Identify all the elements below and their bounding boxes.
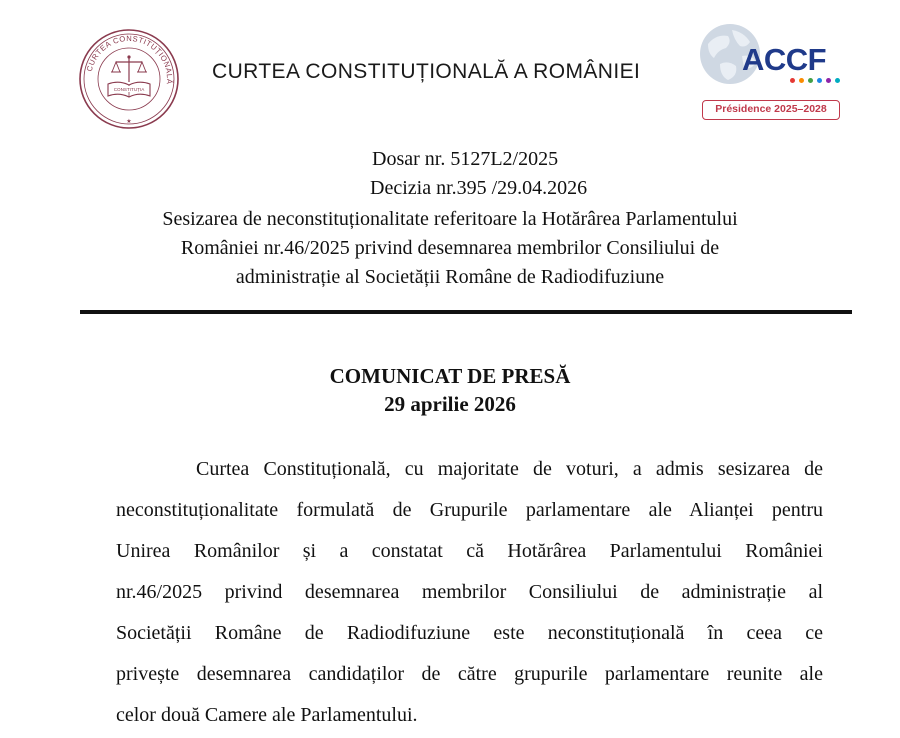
subject-line: României nr.46/2025 privind desemnarea membrilor Consiliului de (180, 237, 720, 259)
accf-dot (808, 78, 813, 83)
body-line: privește desemnarea candidaților de către grupurile parlamentare reunite ale (116, 663, 823, 685)
court-name: CURTEA CONSTITUȚIONALĂ A ROMÂNIEI (212, 60, 641, 83)
accf-dot (817, 78, 822, 83)
accf-dot (799, 78, 804, 83)
decision-number: Decizia nr.395 /29.04.2026 (370, 177, 588, 199)
press-release-date: 29 aprilie 2026 (384, 392, 516, 416)
accf-dot (790, 78, 795, 83)
body-line: Unirea Românilor și a constatat că Hotărârea Parlamentului României (116, 540, 823, 562)
accf-wordmark: ACCF (742, 42, 827, 77)
accf-logo (698, 20, 848, 124)
svg-text:CONSTITUȚIA: CONSTITUȚIA (113, 87, 145, 92)
svg-text:★: ★ (126, 118, 132, 125)
accf-dot (835, 78, 840, 83)
body-line: Curtea Constituțională, cu majoritate de voturi, a admis sesizarea de (196, 458, 823, 480)
horizontal-rule (80, 310, 852, 314)
body-line: nr.46/2025 privind desemnarea membrilor Consiliului de administrație al (116, 581, 823, 603)
accf-dot (826, 78, 831, 83)
svg-text:CURTEA CONSTITUȚIONALĂ: CURTEA CONSTITUȚIONALĂ (84, 33, 175, 85)
presidence-badge: Présidence 2025–2028 (702, 100, 840, 120)
accf-dots (790, 78, 840, 83)
body-line: Societății Române de Radiodifuziune este neconstituțională în ceea ce (116, 622, 823, 644)
subject (100, 205, 800, 292)
subject-line: administrație al Societății Române de Radiodifuziune (235, 266, 665, 288)
court-seal-icon (78, 28, 180, 130)
dosar-number: Dosar nr. 5127L2/2025 (372, 148, 559, 170)
body-line: celor două Camere ale Parlamentului. (116, 704, 418, 726)
press-release-title: COMUNICAT DE PRESĂ (329, 364, 571, 388)
body-line: neconstituționalitate formulată de Grupurile parlamentare ale Alianței pentru (116, 499, 823, 521)
subject-line: Sesizarea de neconstituționalitate referitoare la Hotărârea Parlamentului (162, 208, 738, 230)
